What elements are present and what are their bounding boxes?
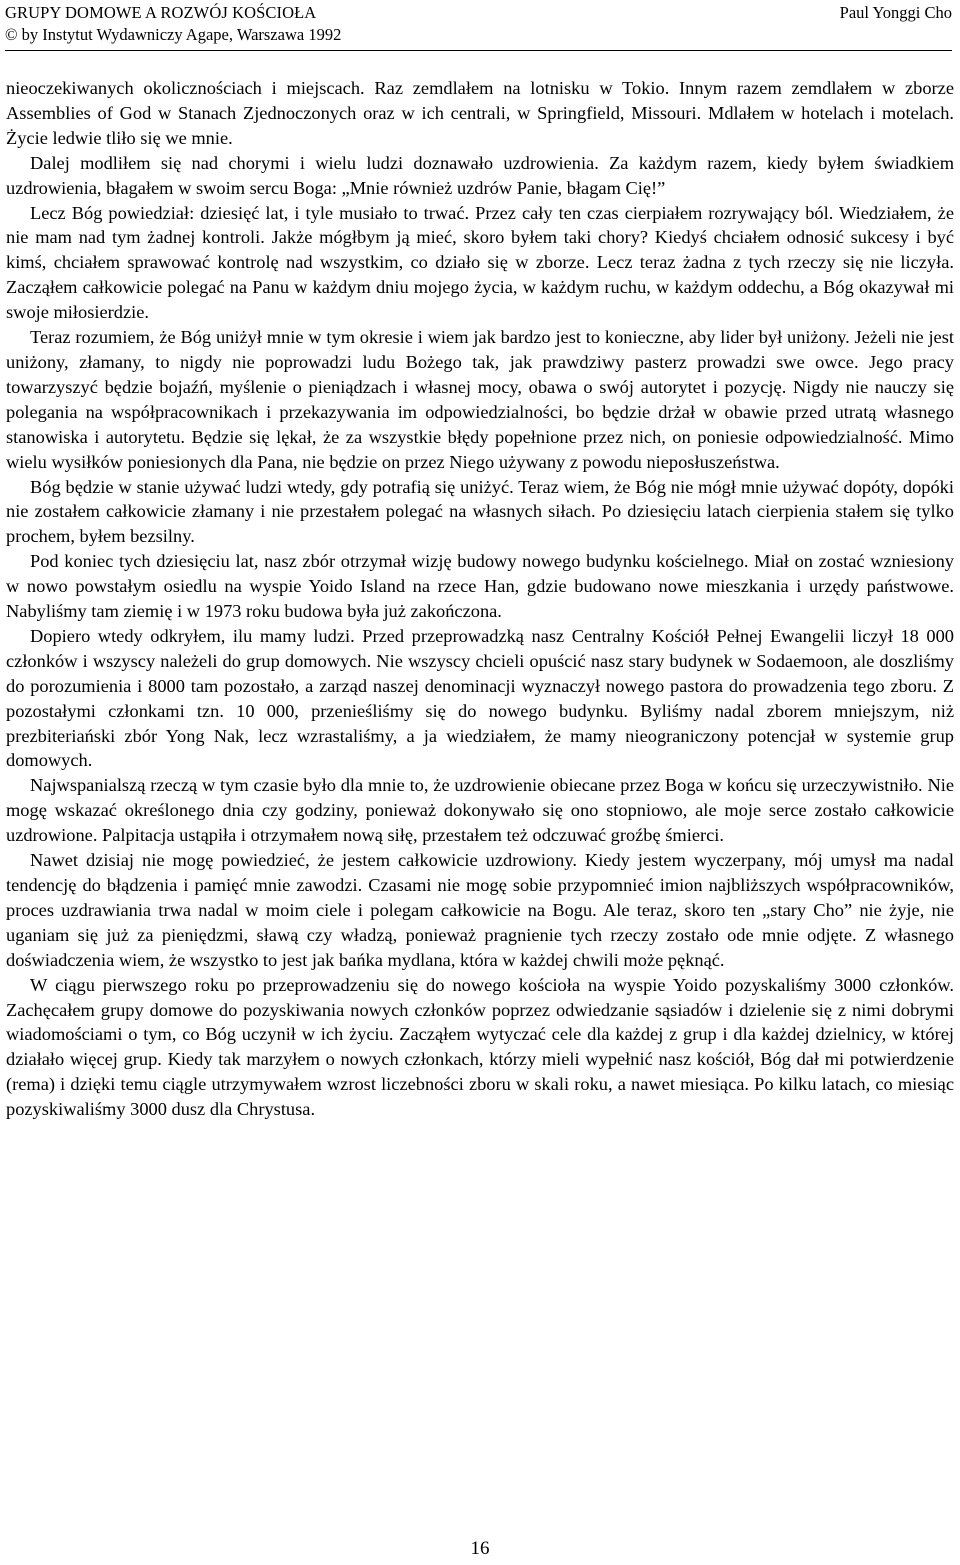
paragraph: Dalej modliłem się nad chorymi i wielu ludzi doznawało uzdrowienia. Za każdym razem, kiedy byłem świadkiem uzdrowienia, błagałem w swoim sercu Boga: „Mnie również uzdrów Panie, błagam Cię!” [6,152,954,198]
paragraph: Lecz Bóg powiedział: dziesięć lat, i tyle musiało to trwać. Przez cały ten czas cierpiałem rozrywający ból. Wiedziałem, że nie mam nad tym żadnej kontroli. Jakże mógłbym ją mieć, skoro byłem taki chory? Kiedyś chciałem odnosić sukcesy i być kimś, chciałem sprawować kontrolę nad wszystkim, co działo się w zborze. Lecz teraz żadna z tych rzeczy się nie liczyła. Zacząłem całkowicie polegać na Panu w każdym dniu mojego życia, w każdym ruchu, w każdym oddechu, a Bóg okazywał mi swoje miłosierdzie. [6,202,954,323]
paragraph: Teraz rozumiem, że Bóg uniżył mnie w tym okresie i wiem jak bardzo jest to konieczne, aby lider był uniżony. Jeżeli nie jest uniżony, złamany, to nigdy nie poprowadzi ludu Bożego tak, jak prawdziwy pasterz prowadzi swe owce. Jego pracy towarzyszyć będzie bojaźń, myślenie o pieniądzach i własnej mocy, obawa o swój autorytet i pozycję. Nigdy nie nauczy się polegania na współpracownikach i przekazywania im odpowiedzialności, bo będzie drżał w obawie przed utratą własnego stanowiska i autorytetu. Będzie się lękał, że za wszystkie błędy popełnione przez nich, on poniesie odpowiedzialność. Mimo wielu wysiłków poniesionych dla Pana, nie będzie on przez Niego używany z powodu nieposłuszeństwa. [6,327,954,472]
paragraph: Nawet dzisiaj nie mogę powiedzieć, że jestem całkowicie uzdrowiony. Kiedy jestem wyczerpany, mój umysł ma nadal tendencję do błądzenia i pamięć mnie zawodzi. Czasami nie mogę sobie przypomnieć imion najbliższych współpracowników, proces uzdrawiania trwa nadal w moim ciele i polegam całkowicie na Bogu. Ale teraz, skoro ten „stary Cho” nie żyje, nie uganiam się już za pieniędzmi, sławą czy władzą, ponieważ pragnienie tych rzeczy zostało ode mnie odjęte. Z własnego doświadczenia wiem, że wszystko to jest jak bańka mydlana, która w każdej chwili może pęknąć. [6,850,954,970]
book-author: Paul Yonggi Cho [839,3,952,22]
paragraph: W ciągu pierwszego roku po przeprowadzeniu się do nowego kościoła na wyspie Yoido pozyskaliśmy 3000 członków. Zachęcałem grupy domowe do pozyskiwania nowych członków poprzez odwiedzanie sąsiadów i dzielenie się z nimi dobrymi wiadomościami o tym, co Bóg uczynił w ich życiu. Zacząłem wytyczać cele dla każdej z grup i dla każdej dzielnicy, w której działało więcej grup. Kiedy tak marzyłem o nowych członkach, którzy mieli wypełnić nasz kościół, Bóg dał mi potwierdzenie (rema) i dzięki temu ciągle utrzymywałem wzrost liczebności zboru w skali roku, a nawet miesiąca. Po kilku latach, co miesiąc pozyskiwaliśmy 3000 dusz dla Chrystusa. [6,974,954,1120]
paragraph: Bóg będzie w stanie używać ludzi wtedy, gdy potrafią się uniżyć. Teraz wiem, że Bóg nie mógł mnie używać dopóty, dopóki nie zostałem całkowicie złamany i nie przestałem polegać na własnych siłach. Po dziesięciu latach cierpienia stałem się tylko prochem, byłem bezsilny. [6,476,954,547]
page-number: 16 [470,1538,490,1559]
body-text [6,76,954,1122]
paragraph: Pod koniec tych dziesięciu lat, nasz zbór otrzymał wizję budowy nowego budynku kościelnego. Miał on zostać wzniesiony w nowo powstałym osiedlu na wyspie Yoido Island na rzece Han, gdzie budowano nowe mieszkania i urzędy państwowe. Nabyliśmy tam ziemię i w 1973 roku budowa była już zakończona. [6,551,954,622]
copyright-notice: © by Instytut Wydawniczy Agape, Warszawa 1992 [5,25,342,44]
book-title: GRUPY DOMOWE A ROZWÓJ KOŚCIOŁA [5,3,317,22]
page-footer [0,1538,960,1560]
paragraph: Dopiero wtedy odkryłem, ilu mamy ludzi. Przed przeprowadzką nasz Centralny Kościół Pełnej Ewangelii liczył 18 000 członków i wszyscy należeli do grup domowych. Nie wszyscy chcieli opuścić nasz stary budynek w Sodaemoon, ale doszliśmy do porozumienia i 8000 tam pozostało, a zarząd naszej denominacji wyznaczył nowego pastora do prowadzenia tego zboru. Z pozostałymi członkami tzn. 10 000, przenieśliśmy się do nowego budynku. Byliśmy nadal zborem mniejszym, niż prezbiteriański zbór Yong Nak, lecz wzrastaliśmy, a ja wiedziałem, że mamy nieograniczony potencjał w systemie grup domowych. [6,625,954,771]
page-header [5,0,952,51]
paragraph: Najwspanialszą rzeczą w tym czasie było dla mnie to, że uzdrowienie obiecane przez Boga w końcu się urzeczywistniło. Nie mogę wskazać określonego dnia czy godziny, ponieważ dokonywało się ono stopniowo, ale moje serce zostało całkowicie uzdrowione. Palpitacja ustąpiła i otrzymałem nową siłę, przestałem też odczuwać groźbę śmierci. [6,775,954,846]
paragraph: nieoczekiwanych okolicznościach i miejscach. Raz zemdlałem na lotnisku w Tokio. Innym razem zemdlałem w zborze Assemblies of God w Stanach Zjednoczonych oraz w ich centrali, w Springfield, Missouri. Mdlałem w hotelach i motelach. Życie ledwie tliło się we mnie. [6,78,954,148]
header-line [5,2,952,24]
